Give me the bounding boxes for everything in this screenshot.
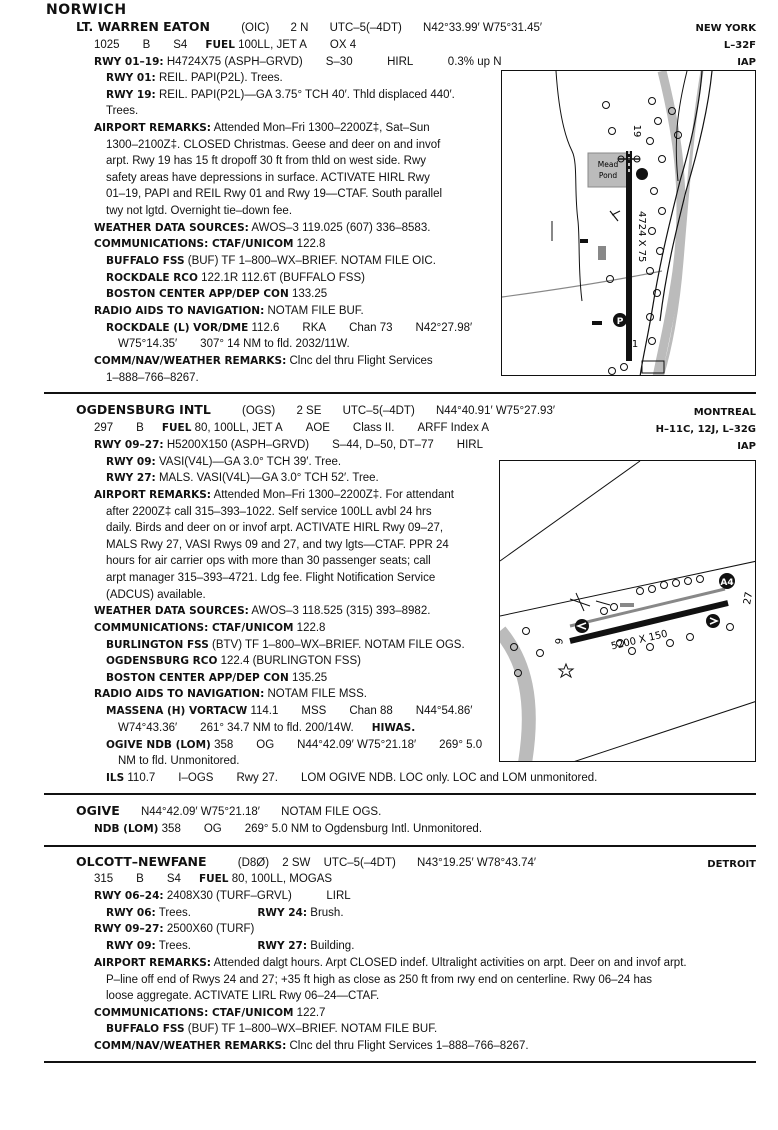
comms-label: COMMUNICATIONS: CTAF/UNICOM: [94, 622, 294, 634]
remarks-line-7: (ADCUS) available.: [106, 589, 206, 601]
fss-label: BUFFALO FSS: [106, 1023, 185, 1035]
airport-coords: N42°33.99′ W75°31.45′: [423, 22, 543, 34]
remarks-line-6: arpt manager 315–393–4721. Ldg fee. Flight Notification Service: [106, 572, 436, 584]
ndb-text: 358 OG N44°42.09′ W75°21.18′ 269° 5.0: [214, 739, 483, 751]
elevation-text: 315 B S4: [94, 873, 181, 885]
ogdensburg-diagram-svg: [500, 461, 756, 762]
tree-icon: [697, 576, 704, 583]
cnw-text: Clnc del thru Flight Services: [289, 355, 433, 367]
mead-pond: [588, 153, 628, 187]
section-divider: [44, 1061, 756, 1063]
airport-distance: 2 SE: [296, 405, 322, 417]
rwy01-line: [106, 70, 283, 86]
runway-end-1: 1: [631, 339, 639, 350]
iap-label: IAP: [737, 57, 756, 68]
tree-icon: [607, 276, 614, 283]
vor-line-2: W75°14.35′ 307° 14 NM to fld. 2032/11W.: [118, 338, 350, 350]
rwy06-24-ends-line: [106, 905, 344, 921]
comms-line: [94, 236, 325, 252]
warren-eaton-airport-diagram: [501, 70, 756, 376]
runway-text-2: 2500X60 (TURF): [166, 923, 255, 935]
rco-line: [106, 270, 365, 286]
tree-icon: [537, 650, 544, 657]
tree-icon: [609, 128, 616, 135]
rwy27-label: RWY 27:: [106, 472, 156, 484]
fss-text: (BUF) TF 1–800–WX–BRIEF. NOTAM FILE BUF.: [187, 1023, 438, 1035]
airport-coords: N43°19.25′ W78°43.74′: [417, 857, 537, 869]
beacon-icon: [559, 664, 573, 677]
parking-label: P: [616, 317, 624, 327]
hiwas-label: HIWAS.: [371, 722, 416, 734]
runway-end-9: 9: [554, 637, 567, 646]
tree-icon: [727, 624, 734, 631]
fss-label: BURLINGTON FSS: [106, 639, 209, 651]
wind-indicator-icon: [610, 211, 620, 221]
tree-icon: [523, 628, 530, 635]
vor-label: MASSENA (H) VORTACW: [106, 705, 248, 717]
tree-icon: [673, 580, 680, 587]
rco-text: 122.1R 112.6T (BUFFALO FSS): [201, 272, 365, 284]
rwy24-label: RWY 24:: [257, 907, 308, 919]
app-text: 133.25: [291, 288, 328, 300]
vor-text-2: W74°43.36′ 261° 34.7 NM to fld. 200/14W.: [118, 722, 354, 734]
navaid-notam: NOTAM FILE OGS.: [281, 806, 382, 818]
remarks-line-2: 1300–2100Z‡. CLOSED Christmas. Geese and deer on and invof: [106, 139, 441, 151]
fss-text: (BTV) TF 1–800–WX–BRIEF. NOTAM FILE OGS.: [212, 639, 465, 651]
rwy27-label: RWY 27:: [257, 940, 308, 952]
vor-text: 112.6 RKA Chan 73 N42°27.98′: [251, 322, 473, 334]
elevation-text: 297 B: [94, 422, 144, 434]
airport-remarks-line: [94, 487, 454, 503]
ndb-label: NDB (LOM): [94, 823, 159, 835]
rco-label: OGDENSBURG RCO: [106, 655, 218, 667]
runway-end-27: 27: [742, 591, 756, 606]
building-1: [580, 239, 588, 243]
cnw-label: COMM/NAV/WEATHER REMARKS:: [94, 355, 287, 367]
runway-dims-label: 4724 X 75: [636, 211, 647, 263]
fss-label: BUFFALO FSS: [106, 255, 185, 267]
airport-name: OLCOTT–NEWFANE: [76, 854, 207, 869]
remarks-text: Attended Mon–Fri 1300–2200Z‡. For attendant: [213, 489, 454, 501]
tree-icon: [649, 228, 656, 235]
navaid-label: RADIO AIDS TO NAVIGATION:: [94, 305, 265, 317]
remarks-line-4: MALS Rwy 27, VASI Rwys 09 and 27, and twy lgts—CTAF. PPR 24: [106, 539, 449, 551]
ndb-line: [106, 737, 482, 753]
pond-label-line2: Pond: [598, 171, 618, 180]
airport-utc: UTC–5(–4DT): [329, 22, 402, 34]
fuel-label: FUEL: [205, 39, 235, 51]
section-divider: [44, 392, 756, 394]
road-line: [502, 271, 662, 297]
weather-line: [94, 220, 430, 236]
ils-label: ILS: [106, 772, 125, 784]
airport-utc: UTC–5(–4DT): [342, 405, 415, 417]
airport-name: OGDENSBURG INTL: [76, 402, 211, 417]
weather-label: WEATHER DATA SOURCES:: [94, 222, 249, 234]
elevation-line: [94, 871, 332, 887]
navaid-line: [94, 303, 364, 319]
runway-text: 2408X30 (TURF–GRVL) LIRL: [166, 890, 351, 902]
elevation-text: 1025 B S4: [94, 39, 188, 51]
vor-line: [106, 320, 472, 336]
remarks-line-3: loose aggregate. ACTIVATE LIRL Rwy 06–24—CTAF.: [106, 990, 380, 1002]
runway-text: H4724X75 (ASPH–GRVD) S–30 HIRL 0.3% up N: [166, 56, 502, 68]
navaid-text: NOTAM FILE MSS.: [267, 688, 367, 700]
runway-line: [94, 437, 483, 453]
comms-line: [94, 620, 325, 636]
ndb-line: [94, 821, 482, 837]
rwy19-line-2: Trees.: [106, 105, 139, 117]
pond-label-line1: Mead: [597, 160, 619, 169]
ndb-text: 358 OG 269° 5.0 NM to Ogdensburg Intl. Unmonitored.: [161, 823, 483, 835]
tree-icon: [621, 364, 628, 371]
fuel-label: FUEL: [161, 422, 192, 434]
fuel-label: FUEL: [198, 873, 229, 885]
cnw-line: [94, 353, 433, 369]
app-label: BOSTON CENTER APP/DEP CON: [106, 288, 289, 300]
tree-icon: [647, 644, 654, 651]
remarks-text: Attended dalgt hours. Arpt CLOSED indef. Ultralight activities on arpt. Deer on and invof arpt.: [213, 957, 687, 969]
region-label: MONTREAL: [693, 407, 756, 418]
comms-label: COMMUNICATIONS: CTAF/UNICOM: [94, 238, 294, 250]
weather-text: AWOS–3 118.525 (315) 393–8982.: [251, 605, 431, 617]
iap-label: IAP: [737, 441, 756, 452]
boundary-line: [500, 461, 640, 561]
comms-line: [94, 1005, 325, 1021]
tree-icon: [667, 640, 674, 647]
tree-icon: [659, 208, 666, 215]
remarks-line-3: daily. Birds and deer on or invof arpt. ACTIVATE HIRL Rwy 09–27,: [106, 522, 444, 534]
rwy27-text: Building.: [310, 940, 355, 952]
rco-line: [106, 653, 361, 669]
ils-text: 110.7 I–OGS Rwy 27. LOM OGIVE NDB. LOC only. LOC and LOM unmonitored.: [127, 772, 598, 784]
tree-icon: [655, 118, 662, 125]
section-divider: [44, 845, 756, 847]
remarks-line-2: after 2200Z‡ call 315–393–1022. Self service 100LL avbl 24 hrs: [106, 506, 432, 518]
ogdensburg-airport-diagram: [499, 460, 756, 762]
remarks-label: AIRPORT REMARKS:: [94, 489, 211, 501]
building-2: [598, 246, 606, 260]
fuel-text: 80, 100LL, MOGAS: [231, 873, 333, 885]
remarks-line-6: twy not lgtd. Overnight tie–down fee.: [106, 205, 293, 217]
airport-id: (OIC): [241, 22, 270, 34]
navaid-line: [94, 686, 367, 702]
fuel-text: 80, 100LL, JET A AOE Class II. ARFF Index A: [194, 422, 490, 434]
airport-remarks-line: [94, 120, 430, 136]
remarks-line-5: hours for air carrier ops with more than 30 passenger seats; call: [106, 555, 431, 567]
rwy19-text: REIL. PAPI(P2L)—GA 3.75° TCH 40′. Thld displaced 440′.: [158, 89, 455, 101]
runway-text: H5200X150 (ASPH–GRVD) S–44, D–50, DT–77 HIRL: [166, 439, 483, 451]
airport-header: [76, 854, 536, 871]
navaid-label: RADIO AIDS TO NAVIGATION:: [94, 688, 265, 700]
fss-line: [106, 1021, 437, 1037]
rwy06-text: Trees.: [158, 907, 191, 919]
ndb-label: OGIVE NDB (LOM): [106, 739, 211, 751]
runway-label: RWY 06–24:: [94, 890, 164, 902]
navaid-text: NOTAM FILE BUF.: [267, 305, 364, 317]
rwy09-label: RWY 09:: [106, 940, 156, 952]
city-heading: NORWICH: [46, 2, 127, 18]
rwy09-text: Trees.: [158, 940, 191, 952]
runway-line: [94, 54, 502, 70]
tree-icon: [611, 604, 618, 611]
tree-icon: [649, 338, 656, 345]
tree-icon: [685, 578, 692, 585]
vor-label: ROCKDALE (L) VOR/DME: [106, 322, 249, 334]
app-text: 135.25: [291, 672, 328, 684]
approach-label: A4: [720, 578, 734, 588]
rwy09-27-ends-line: [106, 938, 354, 954]
tree-icon: [637, 588, 644, 595]
fuel-text: 100LL, JET A OX 4: [238, 39, 357, 51]
tree-icon: [603, 102, 610, 109]
tree-icon: [647, 138, 654, 145]
tree-icon: [609, 368, 616, 375]
apron-structures: [570, 593, 610, 611]
navaid-name: OGIVE: [76, 803, 120, 818]
app-line: [106, 286, 327, 302]
ndb-line-2: NM to fld. Unmonitored.: [118, 755, 240, 767]
airport-name: LT. WARREN EATON: [76, 19, 210, 34]
chart-label: H–11C, 12J, L–32G: [655, 424, 756, 435]
airport-coords: N44°40.91′ W75°27.93′: [436, 405, 556, 417]
runway-dims-label: 5200 X 150: [610, 628, 669, 653]
remarks-line-2: P–line off end of Rwys 24 and 27; +35 ft high as close as 250 ft from rwy end on centerline. Rwy 06–24 has: [106, 974, 653, 986]
rco-text: 122.4 (BURLINGTON FSS): [220, 655, 361, 667]
section-divider: [44, 793, 756, 795]
weather-line: [94, 603, 430, 619]
rwy01-text: REIL. PAPI(P2L). Trees.: [158, 72, 283, 84]
ils-line: [106, 770, 597, 786]
region-label: NEW YORK: [695, 23, 756, 34]
warren-diagram-svg: [502, 71, 756, 376]
navaid-header: [76, 803, 381, 820]
vor-text: 114.1 MSS Chan 88 N44°54.86′: [250, 705, 473, 717]
weather-label: WEATHER DATA SOURCES:: [94, 605, 249, 617]
comms-text: 122.7: [296, 1007, 326, 1019]
rwy09-text: VASI(V4L)—GA 3.0° TCH 39′. Tree.: [158, 456, 342, 468]
rco-label: ROCKDALE RCO: [106, 272, 198, 284]
fss-line: [106, 253, 436, 269]
cnw-line-2: 1–888–766–8267.: [106, 372, 199, 384]
comms-label: COMMUNICATIONS: CTAF/UNICOM: [94, 1007, 294, 1019]
remarks-label: AIRPORT REMARKS:: [94, 957, 211, 969]
runway-label: RWY 01–19:: [94, 56, 164, 68]
building-1: [620, 603, 634, 607]
building-3: [592, 321, 602, 325]
tree-icon: [687, 634, 694, 641]
rwy09-line: [106, 454, 341, 470]
comms-text: 122.8: [296, 622, 326, 634]
weather-text: AWOS–3 119.025 (607) 336–8583.: [251, 222, 431, 234]
vor-line-2: [118, 720, 415, 736]
cnw-text: Clnc del thru Flight Services 1–888–766–8267.: [289, 1040, 529, 1052]
tree-icon: [629, 648, 636, 655]
tree-icon: [659, 156, 666, 163]
runway-end-19: 19: [631, 124, 642, 138]
remarks-line-5: 01–19, PAPI and REIL Rwy 01 and Rwy 19—CTAF. South parallel: [106, 188, 443, 200]
rwy01-label: RWY 01:: [106, 72, 156, 84]
tree-icon: [601, 608, 608, 615]
tree-icon: [649, 586, 656, 593]
runway-01-19: [626, 151, 632, 361]
rwy09-label: RWY 09:: [106, 456, 156, 468]
runway-line: [94, 888, 351, 904]
cnw-line: [94, 1038, 529, 1054]
rwy27-line: [106, 470, 379, 486]
airport-header: [76, 19, 542, 36]
cnw-label: COMM/NAV/WEATHER REMARKS:: [94, 1040, 287, 1052]
rwy27-text: MALS. VASI(V4L)—GA 3.0° TCH 52′. Tree.: [158, 472, 379, 484]
fss-line: [106, 637, 465, 653]
remarks-line-3: arpt. Rwy 19 has 15 ft dropoff 30 ft from thld on west side. Rwy: [106, 155, 427, 167]
access-road: [556, 71, 582, 301]
rwy19-label: RWY 19:: [106, 89, 156, 101]
airport-utc: UTC–5(–4DT): [323, 857, 396, 869]
elevation-line: [94, 37, 356, 53]
remarks-line-4: safety areas have depressions in surface. ACTIVATE HIRL Rwy: [106, 172, 430, 184]
remarks-label: AIRPORT REMARKS:: [94, 122, 211, 134]
region-label: DETROIT: [707, 859, 756, 870]
vor-line: [106, 703, 472, 719]
runway-label: RWY 09–27:: [94, 439, 164, 451]
navaid-coords: N44°42.09′ W75°21.18′: [140, 806, 260, 818]
rwy19-line: [106, 87, 455, 103]
airport-distance: 2 N: [290, 22, 309, 34]
tree-icon: [651, 188, 658, 195]
airport-remarks-line: [94, 955, 687, 971]
road-line-2: [570, 701, 756, 762]
airport-header: [76, 402, 555, 419]
tree-icon: [649, 98, 656, 105]
chart-label: L–32F: [723, 40, 756, 51]
app-label: BOSTON CENTER APP/DEP CON: [106, 672, 289, 684]
rwy06-label: RWY 06:: [106, 907, 156, 919]
fss-text: (BUF) TF 1–800–WX–BRIEF. NOTAM FILE OIC.: [187, 255, 436, 267]
beacon-icon: [636, 168, 648, 180]
rwy24-text: Brush.: [310, 907, 344, 919]
elevation-line: [94, 420, 489, 436]
comms-text: 122.8: [296, 238, 326, 250]
tree-icon: [657, 248, 664, 255]
runway-label-2: RWY 09–27:: [94, 923, 164, 935]
app-line: [106, 670, 327, 686]
runway-line-2: [94, 921, 254, 937]
airport-distance: 2 SW: [282, 857, 311, 869]
tree-icon: [661, 582, 668, 589]
airport-id: (OGS): [242, 405, 276, 417]
airport-id: (D8Ø): [237, 857, 270, 869]
remarks-text: Attended Mon–Fri 1300–2200Z‡, Sat–Sun: [213, 122, 430, 134]
